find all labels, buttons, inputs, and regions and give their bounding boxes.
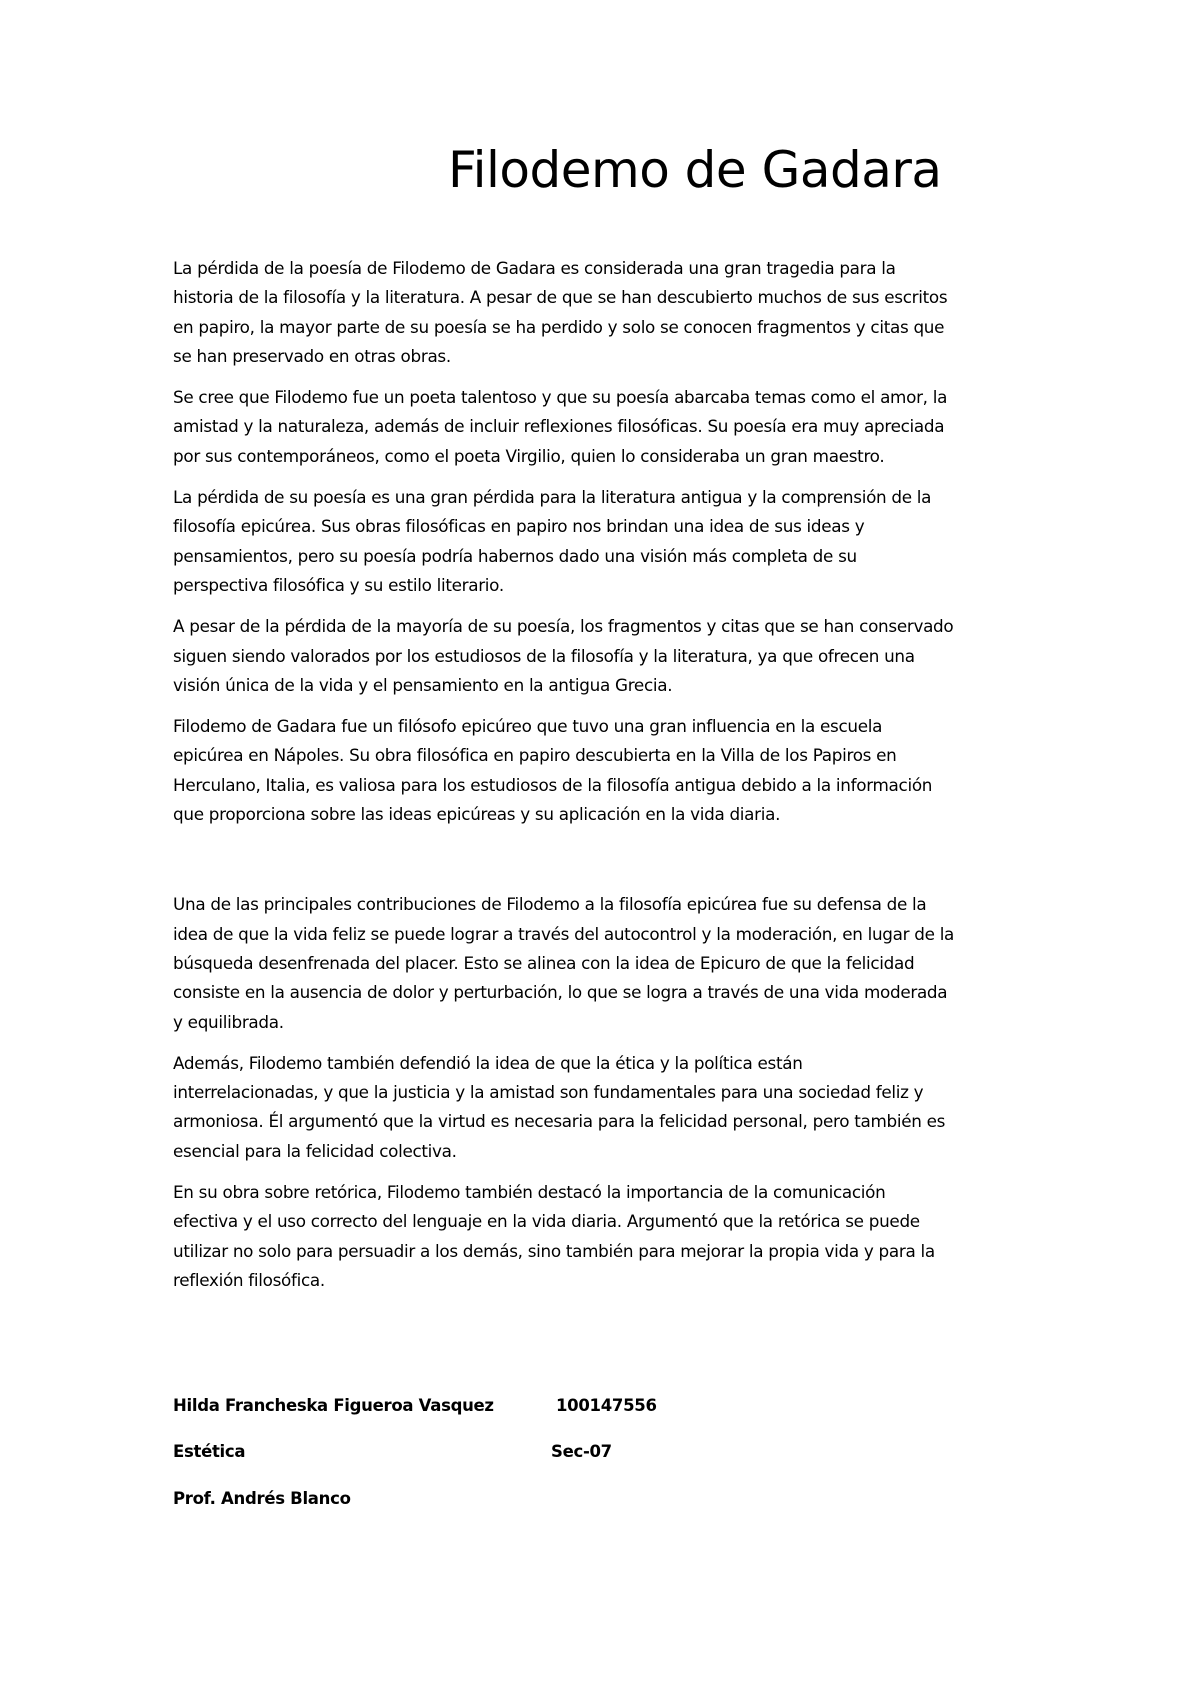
course-name: Estética	[173, 1442, 246, 1461]
student-id: 100147556	[556, 1396, 657, 1415]
blank-line	[173, 841, 1035, 890]
signature-line-student	[173, 1396, 873, 1415]
paragraph: Filodemo de Gadara fue un filósofo epicúreo que tuvo una gran influencia en la escuela epicúrea en Nápoles. Su obra filosófica en papiro descubierta en la Villa de los Papiros en Herculano, Italia, es valiosa para los estudiosos de la filosofía antigua debido a la información que proporciona sobre las ideas epicúreas y su aplicación en la vida diaria.	[173, 716, 933, 825]
paragraph: A pesar de la pérdida de la mayoría de su poesía, los fragmentos y citas que se han conservado siguen siendo valorados por los estudiosos de la filosofía y la literatura, ya que ofrecen una visión única de la vida y el pensamiento en la antigua Grecia.	[173, 616, 954, 695]
paragraph: Una de las principales contribuciones de Filodemo a la filosofía epicúrea fue su defensa de la idea de que la vida feliz se puede lograr a través del autocontrol y la moderación, en lugar de la búsqueda desenfrenada del placer. Esto se alinea con la idea de Epicuro de que la felicidad consiste en la ausencia de dolor y perturbación, lo que se logra a través de una vida moderada y equilibrada.	[173, 894, 955, 1032]
paragraph: La pérdida de la poesía de Filodemo de Gadara es considerada una gran tragedia para la historia de la filosofía y la literatura. A pesar de que se han descubierto muchos de sus escritos en papiro, la mayor parte de su poesía se ha perdido y solo se conocen fragmentos y citas que se han preservado en otras obras.	[173, 258, 948, 366]
signature-line-course	[173, 1442, 873, 1461]
paragraph: La pérdida de su poesía es una gran pérdida para la literatura antigua y la comprensión de la filosofía epicúrea. Sus obras filosóficas en papiro nos brindan una idea de sus ideas y pensamientos, pero su poesía podría habernos dado una visión más completa de su perspectiva filosófica y su estilo literario.	[173, 487, 932, 595]
student-name: Hilda Francheska Figueroa Vasquez	[173, 1396, 494, 1415]
paragraph: Además, Filodemo también defendió la idea de que la ética y la política están interrelacionadas, y que la justicia y la amistad son fundamentales para una sociedad feliz y armoniosa. Él argumentó que la virtud es necesaria para la felicidad personal, pero también es esencial para la felicidad colectiva.	[173, 1052, 946, 1161]
professor-name: Prof. Andrés Blanco	[173, 1489, 351, 1508]
course-section: Sec-07	[551, 1442, 612, 1461]
paragraph: Se cree que Filodemo fue un poeta talentoso y que su poesía abarcaba temas como el amor, la amistad y la naturaleza, además de incluir reflexiones filosóficas. Su poesía era muy apreciada por sus contemporáneos, como el poeta Virgilio, quien lo consideraba un gran maestro.	[173, 387, 948, 466]
paragraph: En su obra sobre retórica, Filodemo también destacó la importancia de la comunicación efectiva y el uso correcto del lenguaje en la vida diaria. Argumentó que la retórica se puede utilizar no solo para persuadir a los demás, sino también para mejorar la propia vida y para la reflexión filosófica.	[173, 1182, 935, 1290]
signature-line-professor	[173, 1489, 873, 1508]
document-title: Filodemo de Gadara	[448, 141, 942, 199]
document-body	[173, 254, 1035, 1307]
